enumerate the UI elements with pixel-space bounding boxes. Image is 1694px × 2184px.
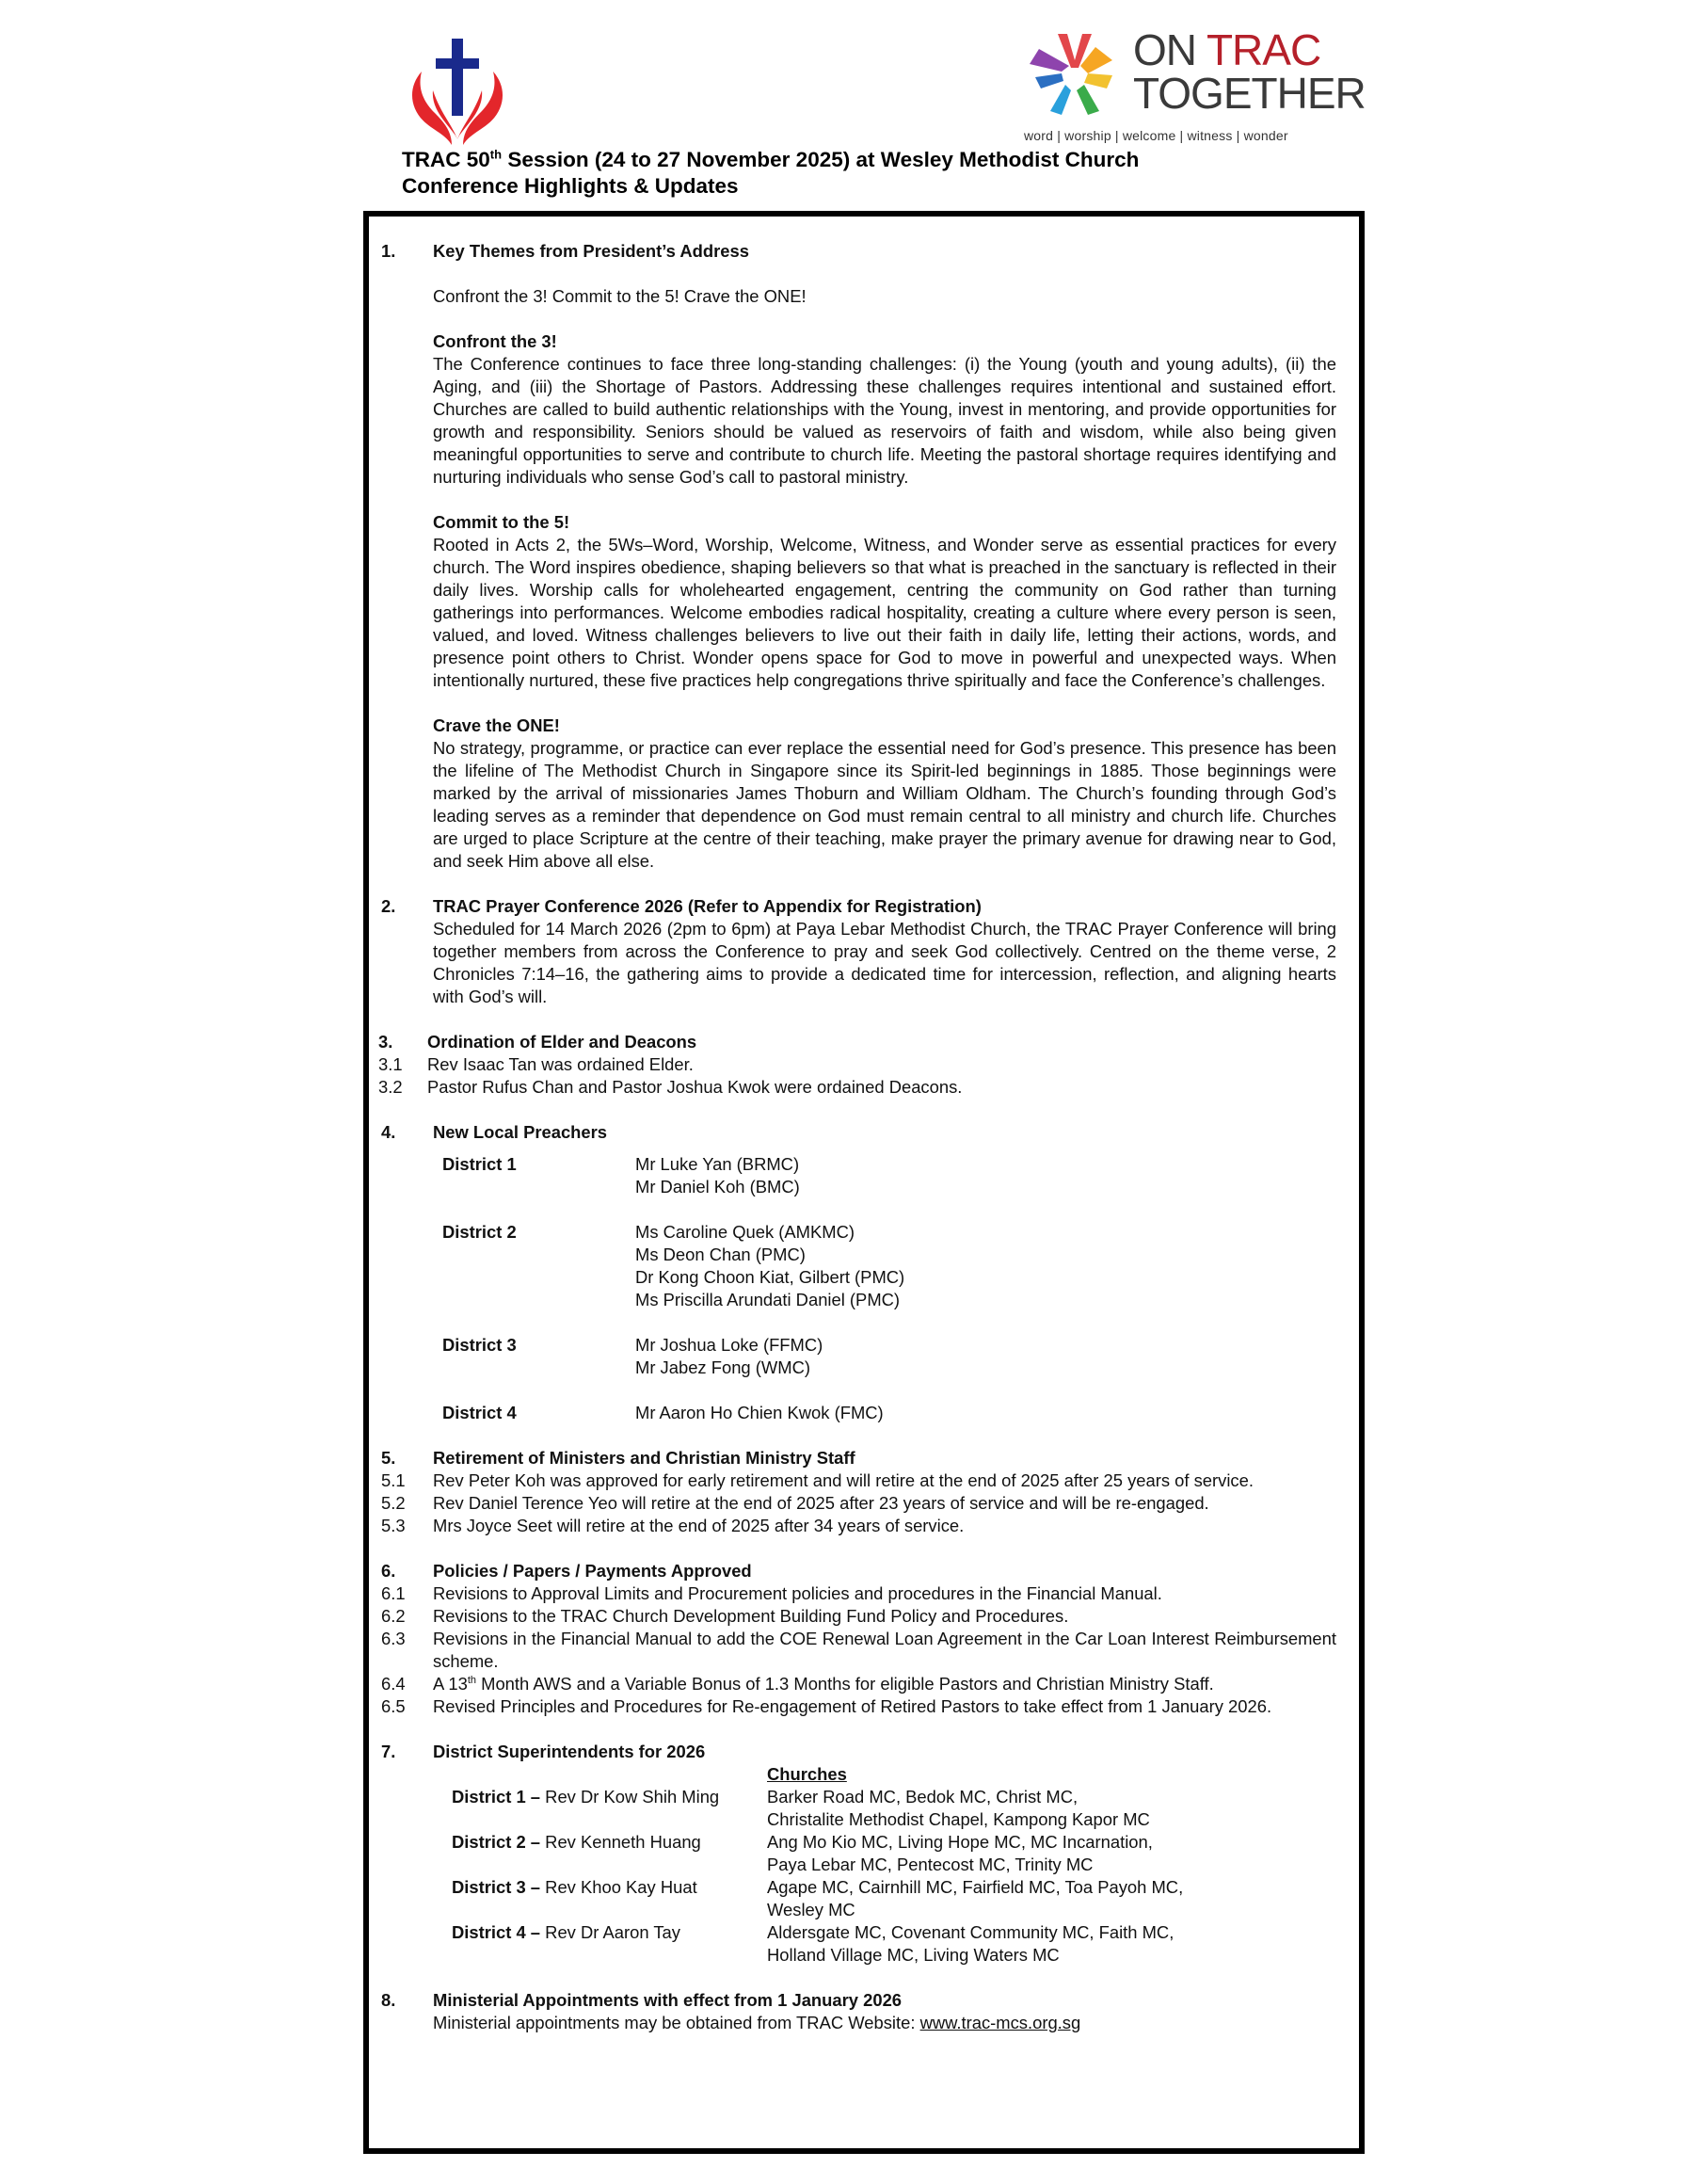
preacher-district-row: District 2 Ms Caroline Quek (AMKMC) Ms Deon Chan (PMC) Dr Kong Choon Kiat, Gilbert (PMC) Ms Priscilla Arundati Daniel (PMC): [442, 1221, 1336, 1311]
list-item: 3.2 Pastor Rufus Chan and Pastor Joshua Kwok were ordained Deacons.: [378, 1077, 963, 1097]
subtitle-line: Conference Highlights & Updates: [402, 174, 739, 198]
section-number: 3.: [378, 1032, 393, 1052]
title-line: TRAC 50th Session (24 to 27 November 2025) at Wesley Methodist Church: [402, 147, 1140, 171]
section-heading: New Local Preachers: [433, 1122, 608, 1142]
list-item: 6.5 Revised Principles and Procedures for Re-engagement of Retired Pastors to take effect from 1 January 2026.: [381, 1696, 1272, 1716]
preacher-name: Mr Jabez Fong (WMC): [635, 1357, 810, 1377]
trac-website-link[interactable]: www.trac-mcs.org.sg: [919, 2013, 1081, 2032]
brand-tagline: word | worship | welcome | witness | wonder: [1024, 128, 1288, 143]
preacher-name: Ms Caroline Quek (AMKMC): [635, 1222, 855, 1242]
list-item: 6.1 Revisions to Approval Limits and Procurement policies and procedures in the Financial Manual.: [381, 1583, 1162, 1603]
brand-line-2: TOGETHER: [1133, 69, 1366, 118]
paragraph-commit: Rooted in Acts 2, the 5Ws–Word, Worship, Welcome, Witness, and Wonder serve as essential practices for every church. The Word inspires obedience, shaping believers so that what is preached in the sanctuary is reflected in their daily lives. Worship calls for wholehearted engagement, centring the community on God rather than turning gatherings into performances. Welcome embodies radical hospitality, creating a culture where every person is seen, valued, and loved. Witness challenges believers to live out their faith in daily life, letting their actions, words, and presence point others to Christ. Wonder opens space for God to move in powerful and unexpected ways. When intentionally nurtured, these five practices help congregations thrive spiritually and face the Conference’s challenges.: [433, 535, 1336, 690]
list-item: 6.2 Revisions to the TRAC Church Development Building Fund Policy and Procedures.: [381, 1606, 1069, 1626]
document-title: [402, 147, 1139, 200]
brand-line-1: ON TRAC: [1133, 25, 1321, 74]
subheading-confront: Confront the 3!: [433, 331, 557, 351]
paragraph-prayer-conference: Scheduled for 14 March 2026 (2pm to 6pm) at Paya Lebar Methodist Church, the TRAC Prayer Conference will bring together members from across the Conference to pray and seek God collectively. Centred on the theme verse, 2 Chronicles 7:14–16, the gathering aims to provide a dedicated time for intercession, reflection, and aligning hearts with God’s will.: [433, 919, 1336, 1006]
section-heading: Ministerial Appointments with effect from 1 January 2026: [433, 1990, 903, 2010]
list-item: 5.1 Rev Peter Koh was approved for early retirement and will retire at the end of 2025 after 25 years of service.: [381, 1470, 1254, 1490]
section-2: [381, 895, 1336, 1008]
superintendent-row: District 3 – Rev Khoo Kay Huat Agape MC, Cairnhill MC, Fairfield MC, Toa Payoh MC, Wesley MC: [452, 1877, 1184, 1919]
section-number: 4.: [381, 1122, 396, 1142]
cross-flame-icon: [405, 34, 510, 147]
section-number: 7.: [381, 1742, 396, 1761]
preacher-name: Mr Joshua Loke (FFMC): [635, 1335, 823, 1355]
paragraph-crave: No strategy, programme, or practice can ever replace the essential need for God’s presence. This presence has been the lifeline of The Methodist Church in Singapore since its Spirit-led beginnings in 1885. Those beginnings were marked by the arrival of missionaries James Thoburn and William Oldham. The Church’s founding through God’s leading serves as a reminder that dependence on God must remain central to all ministry and church life. Churches are urged to place Scripture at the centre of their teaching, make prayer the primary avenue for drawing near to God, and seek Him above all else.: [433, 738, 1336, 871]
section-8: [381, 1989, 1336, 2034]
section-heading: Policies / Papers / Payments Approved: [433, 1561, 752, 1581]
preacher-district-row: District 4 Mr Aaron Ho Chien Kwok (FMC): [442, 1402, 1336, 1424]
section-heading: Retirement of Ministers and Christian Ministry Staff: [433, 1448, 855, 1468]
section-number: 6.: [381, 1561, 396, 1581]
section-5: [381, 1447, 1336, 1537]
preacher-district-row: District 3 Mr Joshua Loke (FFMC) Mr Jabez Fong (WMC): [442, 1334, 1336, 1379]
section-heading: Ordination of Elder and Deacons: [427, 1032, 697, 1052]
section-7: [381, 1741, 1336, 1967]
appointments-text: Ministerial appointments may be obtained from TRAC Website: www.trac-mcs.org.sg: [433, 2013, 1081, 2032]
list-item: 3.1 Rev Isaac Tan was ordained Elder.: [378, 1054, 694, 1074]
on-trac-together-logo: [1022, 25, 1366, 143]
list-item: 6.4 A 13th Month AWS and a Variable Bonus of 1.3 Months for eligible Pastors and Christian Ministry Staff.: [381, 1674, 1214, 1694]
superintendent-row: District 2 – Rev Kenneth Huang Ang Mo Kio MC, Living Hope MC, MC Incarnation, Paya Lebar MC, Pentecost MC, Trinity MC: [452, 1832, 1153, 1874]
section-number: 2.: [381, 896, 396, 916]
section-6: [381, 1560, 1336, 1718]
multicolor-star-icon: [1022, 26, 1127, 120]
preacher-name: Ms Deon Chan (PMC): [635, 1245, 806, 1264]
preacher-name: Mr Aaron Ho Chien Kwok (FMC): [635, 1403, 884, 1422]
section-heading: District Superintendents for 2026: [433, 1742, 706, 1761]
paragraph-confront: The Conference continues to face three long-standing challenges: (i) the Young (youth and young adults), (ii) the Aging, and (iii) the Shortage of Pastors. Addressing these challenges requires intentional and sustained effort. Churches are called to build authentic relationships with the Young, invest in mentoring, and provide opportunities for growth and responsibility. Seniors should be valued as reservoirs of faith and wisdom, while also being given meaningful opportunities to serve and contribute to church life. Meeting the pastoral shortage requires identifying and nurturing individuals who sense God’s call to pastoral ministry.: [433, 354, 1336, 487]
superintendent-row: District 1 – Rev Dr Kow Shih Ming Barker Road MC, Bedok MC, Christ MC, Christalite Methodist Chapel, Kampong Kapor MC: [452, 1787, 1150, 1829]
preacher-district-row: District 1 Mr Luke Yan (BRMC) Mr Daniel Koh (BMC): [442, 1153, 1336, 1198]
section-number: 1.: [381, 241, 396, 261]
section-4: [381, 1121, 1336, 1424]
section-heading: Key Themes from President’s Address: [433, 241, 749, 261]
section-number: 8.: [381, 1990, 396, 2010]
preacher-name: Mr Luke Yan (BRMC): [635, 1154, 800, 1174]
methodist-cross-flame-logo: [405, 34, 510, 147]
superintendent-row: District 4 – Rev Dr Aaron Tay Aldersgate MC, Covenant Community MC, Faith MC, Holland Village MC, Living Waters MC: [452, 1922, 1175, 1965]
section-heading: TRAC Prayer Conference 2026 (Refer to Appendix for Registration): [433, 896, 982, 916]
list-item: 6.3 Revisions in the Financial Manual to add the COE Renewal Loan Agreement in the Car Loan Interest Reimbursement scheme.: [381, 1629, 1336, 1671]
document-body: [378, 240, 1336, 2034]
list-item: 5.2 Rev Daniel Terence Yeo will retire at the end of 2025 after 23 years of service and will be re-engaged.: [381, 1493, 1209, 1513]
section-1: [381, 240, 1336, 873]
subheading-commit: Commit to the 5!: [433, 512, 570, 532]
preacher-name: Mr Daniel Koh (BMC): [635, 1177, 800, 1196]
churches-column-header: Churches: [767, 1764, 847, 1784]
theme-tagline: Confront the 3! Commit to the 5! Crave the ONE!: [433, 286, 807, 306]
section-number: 5.: [381, 1448, 396, 1468]
list-item: 5.3 Mrs Joyce Seet will retire at the end of 2025 after 34 years of service.: [381, 1516, 965, 1535]
section-3: [378, 1031, 1336, 1099]
subheading-crave: Crave the ONE!: [433, 715, 560, 735]
preacher-name: Ms Priscilla Arundati Daniel (PMC): [635, 1290, 901, 1309]
preacher-name: Dr Kong Choon Kiat, Gilbert (PMC): [635, 1267, 905, 1287]
